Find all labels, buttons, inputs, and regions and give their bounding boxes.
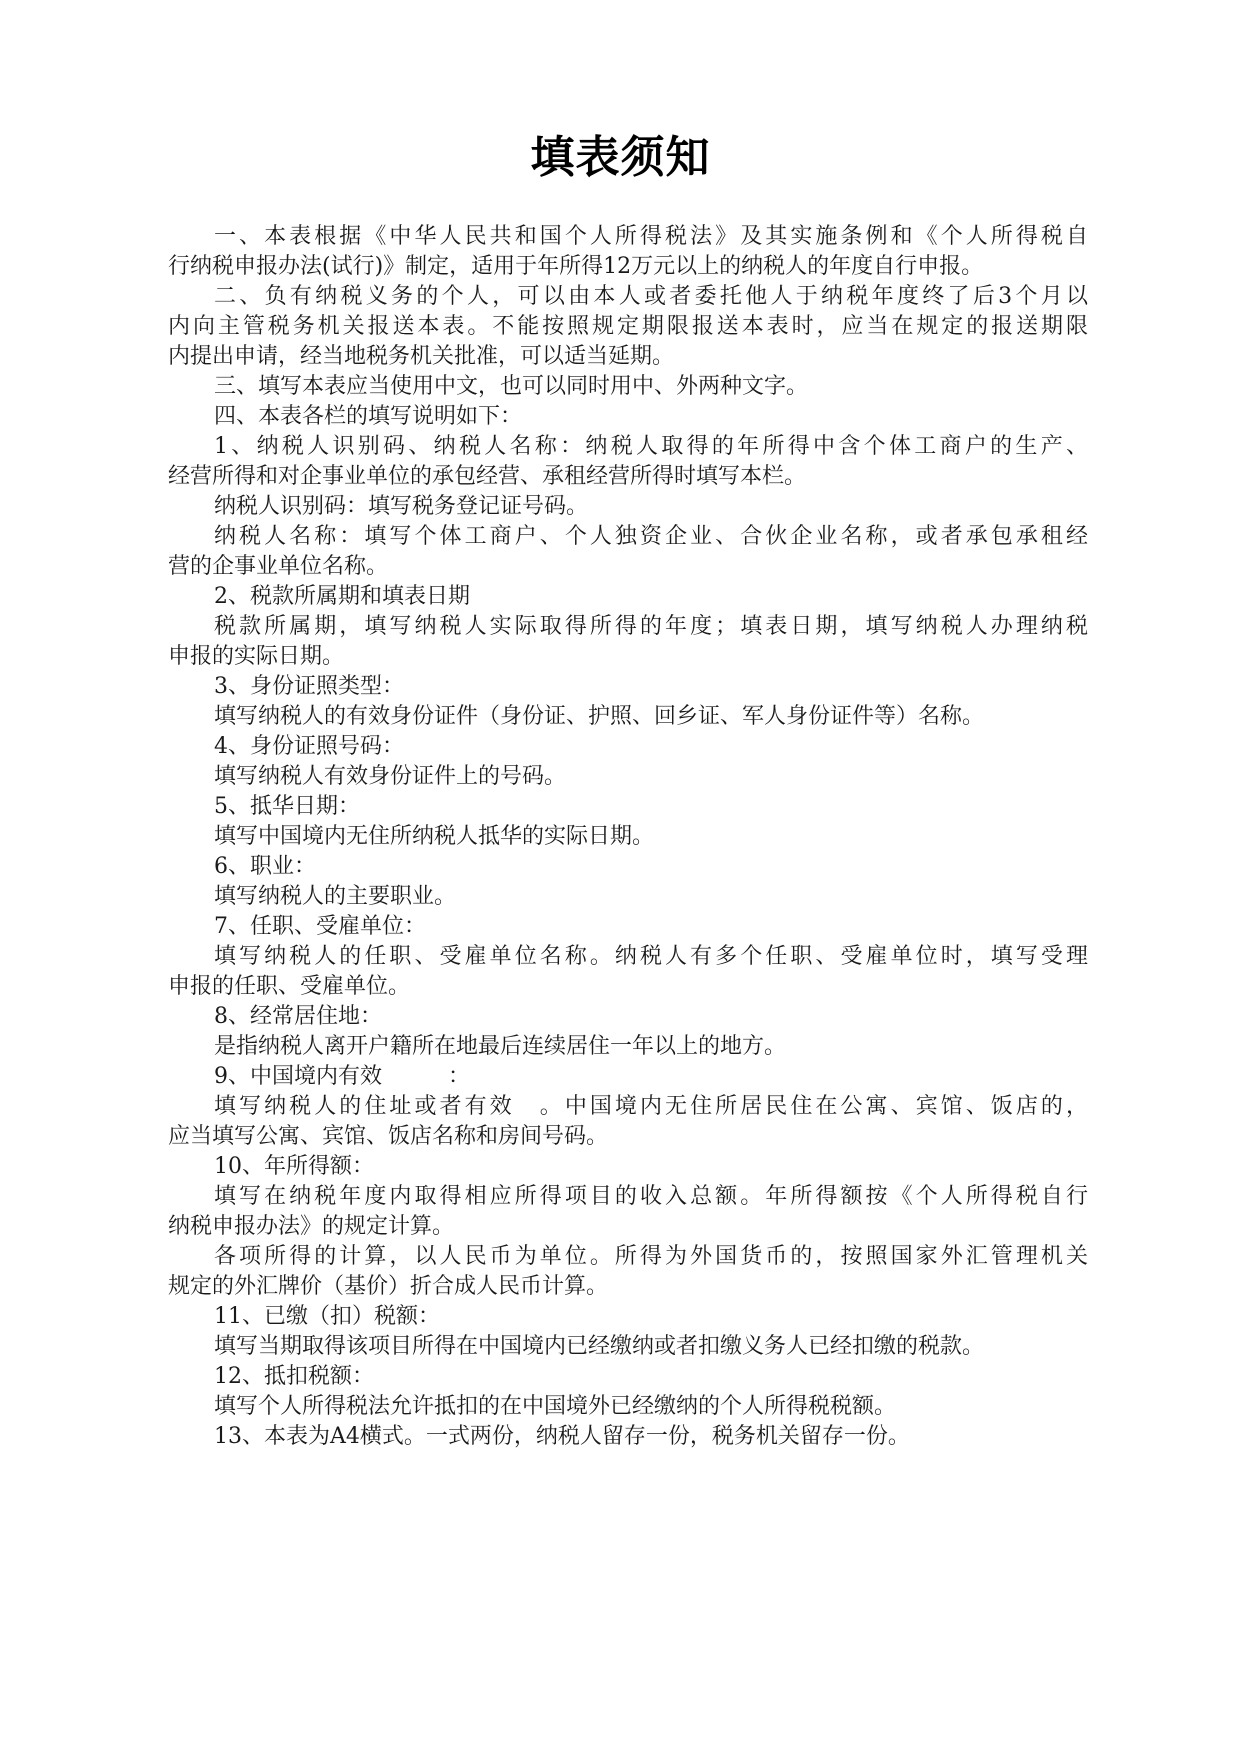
paragraph-line: 4、身份证照号码： [214,734,404,759]
paragraph-line: 填写当期取得该项目所得在中国境内已经缴纳或者扣缴义务人已经扣缴的税款。 [214,1334,985,1359]
paragraph-line: 一、本表根据《中华人民共和国个人所得税法》及其实施条例和《个人所得税自 [214,224,1088,249]
paragraph-line: 内提出申请，经当地税务机关批准，可以适当延期。 [168,344,675,369]
paragraph-line: 规定的外汇牌价（基价）折合成人民币计算。 [168,1274,609,1299]
paragraph-line: 填写纳税人的主要职业。 [214,884,457,909]
paragraph-line: 税款所属期，填写纳税人实际取得所得的年度；填表日期，填写纳税人办理纳税 [214,614,1088,639]
paragraph-line: 1、纳税人识别码、纳税人名称：纳税人取得的年所得中含个体工商户的生产、 [214,434,1088,459]
paragraph-line: 填写中国境内无住所纳税人抵华的实际日期。 [214,824,655,849]
paragraph-line: 申报的任职、受雇单位。 [168,974,411,999]
paragraph-line: 纳税人识别码：填写税务登记证号码。 [214,494,589,519]
paragraph-line: 13、本表为A4横式。一式两份，纳税人留存一份，税务机关留存一份。 [214,1424,910,1449]
paragraph-line: 7、任职、受雇单位： [214,914,426,939]
paragraph-line: 填写纳税人的住址或者有效 。中国境内无住所居民住在公寓、宾馆、饭店的， [214,1094,1088,1119]
paragraph-line: 纳税申报办法》的规定计算。 [168,1214,455,1239]
paragraph-line: 3、身份证照类型： [214,674,404,699]
paragraph-line: 12、抵扣税额： [214,1364,374,1389]
paragraph-line: 营的企事业单位名称。 [168,554,389,579]
paragraph-line: 8、经常居住地： [214,1004,382,1029]
page-title: 填表须知 [530,132,711,183]
instructions-body [168,222,1088,1452]
paragraph-line: 5、抵华日期： [214,794,360,819]
paragraph-line: 11、已缴（扣）税额： [214,1304,440,1329]
paragraph-line: 填写纳税人的任职、受雇单位名称。纳税人有多个任职、受雇单位时，填写受理 [214,944,1088,969]
paragraph-line: 三、填写本表应当使用中文，也可以同时用中、外两种文字。 [214,374,809,399]
paragraph-line: 10、年所得额： [214,1154,374,1179]
paragraph-line: 内向主管税务机关报送本表。不能按照规定期限报送本表时，应当在规定的报送期限 [168,314,1088,339]
paragraph-line: 填写个人所得税法允许抵扣的在中国境外已经缴纳的个人所得税税额。 [214,1394,897,1419]
paragraph-line: 行纳税申报办法(试行)》制定，适用于年所得12万元以上的纳税人的年度自行申报。 [168,254,984,279]
paragraph-line: 应当填写公寓、宾馆、饭店名称和房间号码。 [168,1124,609,1149]
paragraph-line: 9、中国境内有效 ： [214,1064,470,1089]
paragraph-line: 纳税人名称：填写个体工商户、个人独资企业、合伙企业名称，或者承包承租经 [214,524,1088,549]
paragraph-line: 6、职业： [214,854,316,879]
paragraph-line: 2、税款所属期和填表日期 [214,584,470,609]
paragraph-line: 四、本表各栏的填写说明如下： [214,404,523,429]
paragraph-line: 填写在纳税年度内取得相应所得项目的收入总额。年所得额按《个人所得税自行 [214,1184,1088,1209]
paragraph-line: 申报的实际日期。 [168,644,345,669]
paragraph-line: 各项所得的计算，以人民币为单位。所得为外国货币的，按照国家外汇管理机关 [214,1244,1088,1269]
paragraph-line: 是指纳税人离开户籍所在地最后连续居住一年以上的地方。 [214,1034,787,1059]
paragraph-line: 填写纳税人的有效身份证件（身份证、护照、回乡证、军人身份证件等）名称。 [214,704,985,729]
paragraph-line: 二、负有纳税义务的个人，可以由本人或者委托他人于纳税年度终了后3个月以 [214,284,1088,309]
paragraph-line: 填写纳税人有效身份证件上的号码。 [214,764,567,789]
paragraph-line: 经营所得和对企事业单位的承包经营、承租经营所得时填写本栏。 [168,464,807,489]
